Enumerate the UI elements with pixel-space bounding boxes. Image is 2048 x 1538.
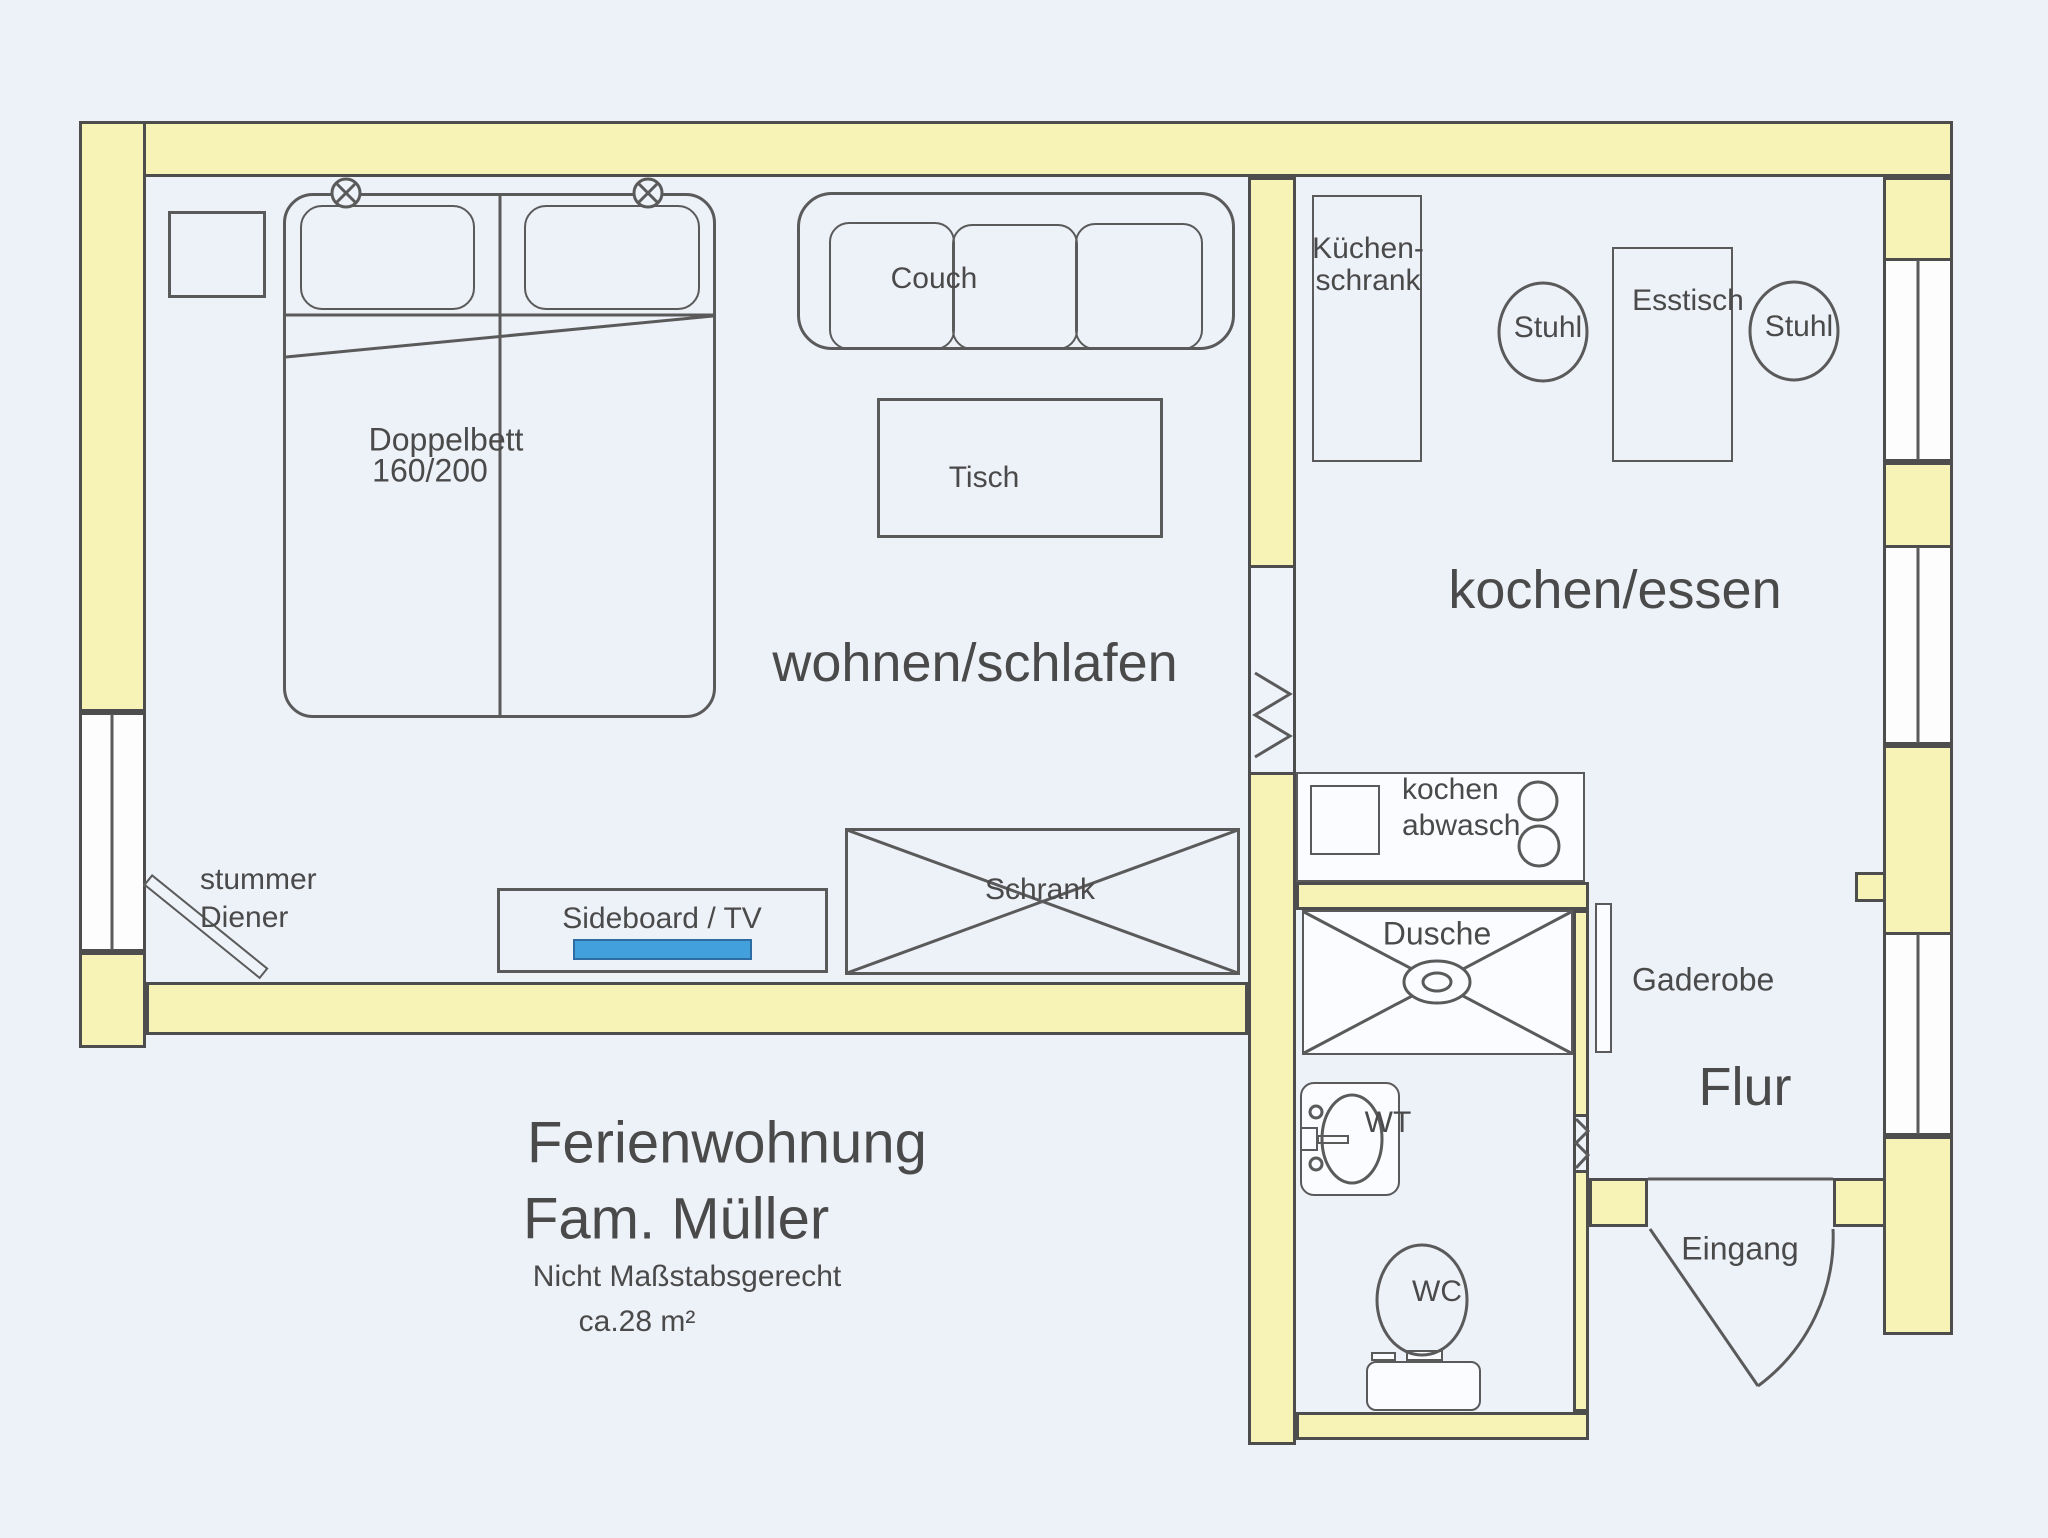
door-gap-bathroom	[1573, 1117, 1589, 1170]
chair-left-label: Stuhl	[1513, 311, 1583, 344]
wall-divider-upper	[1248, 177, 1296, 568]
sideboard-label: Sideboard / TV	[562, 902, 762, 935]
couch-seat-3	[1075, 223, 1203, 350]
toilet-cistern	[1366, 1361, 1481, 1411]
counter-label-line1: kochen	[1402, 773, 1499, 806]
wall-bathroom-bottom	[1296, 1412, 1589, 1440]
cloakroom-label: Gaderobe	[1632, 961, 1775, 998]
toilet-button-2	[1406, 1350, 1443, 1361]
wall-left-upper	[79, 121, 146, 712]
caption-title-line2: Fam. Müller	[523, 1186, 830, 1252]
valet-label-line1: stummer	[200, 863, 317, 896]
kitchen-cabinet-label-line1: Küchen-	[1312, 232, 1424, 265]
wall-top	[79, 121, 1953, 177]
kitchen-cabinet-label-line2: schrank	[1315, 264, 1421, 297]
window-right-1	[1883, 258, 1953, 462]
caption-title-line1: Ferienwohnung	[527, 1110, 927, 1176]
shower-label: Dusche	[1382, 915, 1492, 952]
wall-bathroom-right-upper	[1573, 910, 1589, 1117]
wall-right-seg2	[1883, 462, 1953, 548]
valet-label-line2: Diener	[200, 901, 289, 934]
wall-hall-bottom-left	[1589, 1178, 1648, 1227]
table-label: Tisch	[948, 461, 1020, 494]
wall-bathroom-right-lower	[1573, 1170, 1589, 1412]
wall-bottom-living	[146, 982, 1248, 1035]
toilet-button-1	[1371, 1352, 1396, 1361]
bed-label-line1: Doppelbett	[368, 421, 524, 458]
couch-label: Couch	[890, 262, 978, 295]
room-label-kitchen: kochen/essen	[1448, 560, 1782, 620]
kitchen-sink	[1310, 785, 1380, 855]
caption-note: Nicht Maßstabsgerecht	[532, 1260, 842, 1293]
bed-label-line2: 160/200	[372, 452, 488, 489]
wall-right-seg4	[1883, 1136, 1953, 1335]
dining-table-label: Esstisch	[1632, 284, 1744, 317]
pillow-right	[524, 205, 700, 310]
window-right-2	[1883, 545, 1953, 745]
wall-tab-right	[1855, 872, 1886, 902]
chair-right-label: Stuhl	[1764, 310, 1834, 343]
wall-bathroom-left	[1248, 772, 1296, 1445]
room-label-hall: Flur	[1698, 1057, 1792, 1117]
washbasin-tap	[1300, 1127, 1318, 1151]
pillow-left	[300, 205, 475, 310]
window-left	[79, 712, 146, 952]
entrance-label: Eingang	[1681, 1230, 1799, 1267]
wall-right-seg1	[1883, 177, 1953, 261]
counter-label-line2: abwasch	[1402, 809, 1521, 842]
window-right-3	[1883, 932, 1953, 1136]
wall-hall-bottom-right	[1833, 1178, 1886, 1227]
tv-bar	[573, 939, 752, 960]
nightstand	[168, 211, 266, 298]
washbasin-label: WT	[1364, 1106, 1412, 1139]
toilet-label: WC	[1412, 1275, 1462, 1308]
door-gap-divider	[1248, 568, 1296, 772]
wall-right-seg3	[1883, 745, 1953, 935]
caption-area: ca.28 m²	[578, 1305, 696, 1338]
dining-table	[1612, 247, 1733, 462]
wall-under-counter	[1296, 882, 1589, 910]
coffee-table	[877, 398, 1163, 538]
cloakroom-board	[1595, 903, 1612, 1053]
wall-left-lower	[79, 952, 146, 1048]
wardrobe-label: Schrank	[984, 873, 1096, 906]
washbasin-tap-arm	[1317, 1135, 1349, 1144]
room-label-living: wohnen/schlafen	[772, 633, 1178, 693]
